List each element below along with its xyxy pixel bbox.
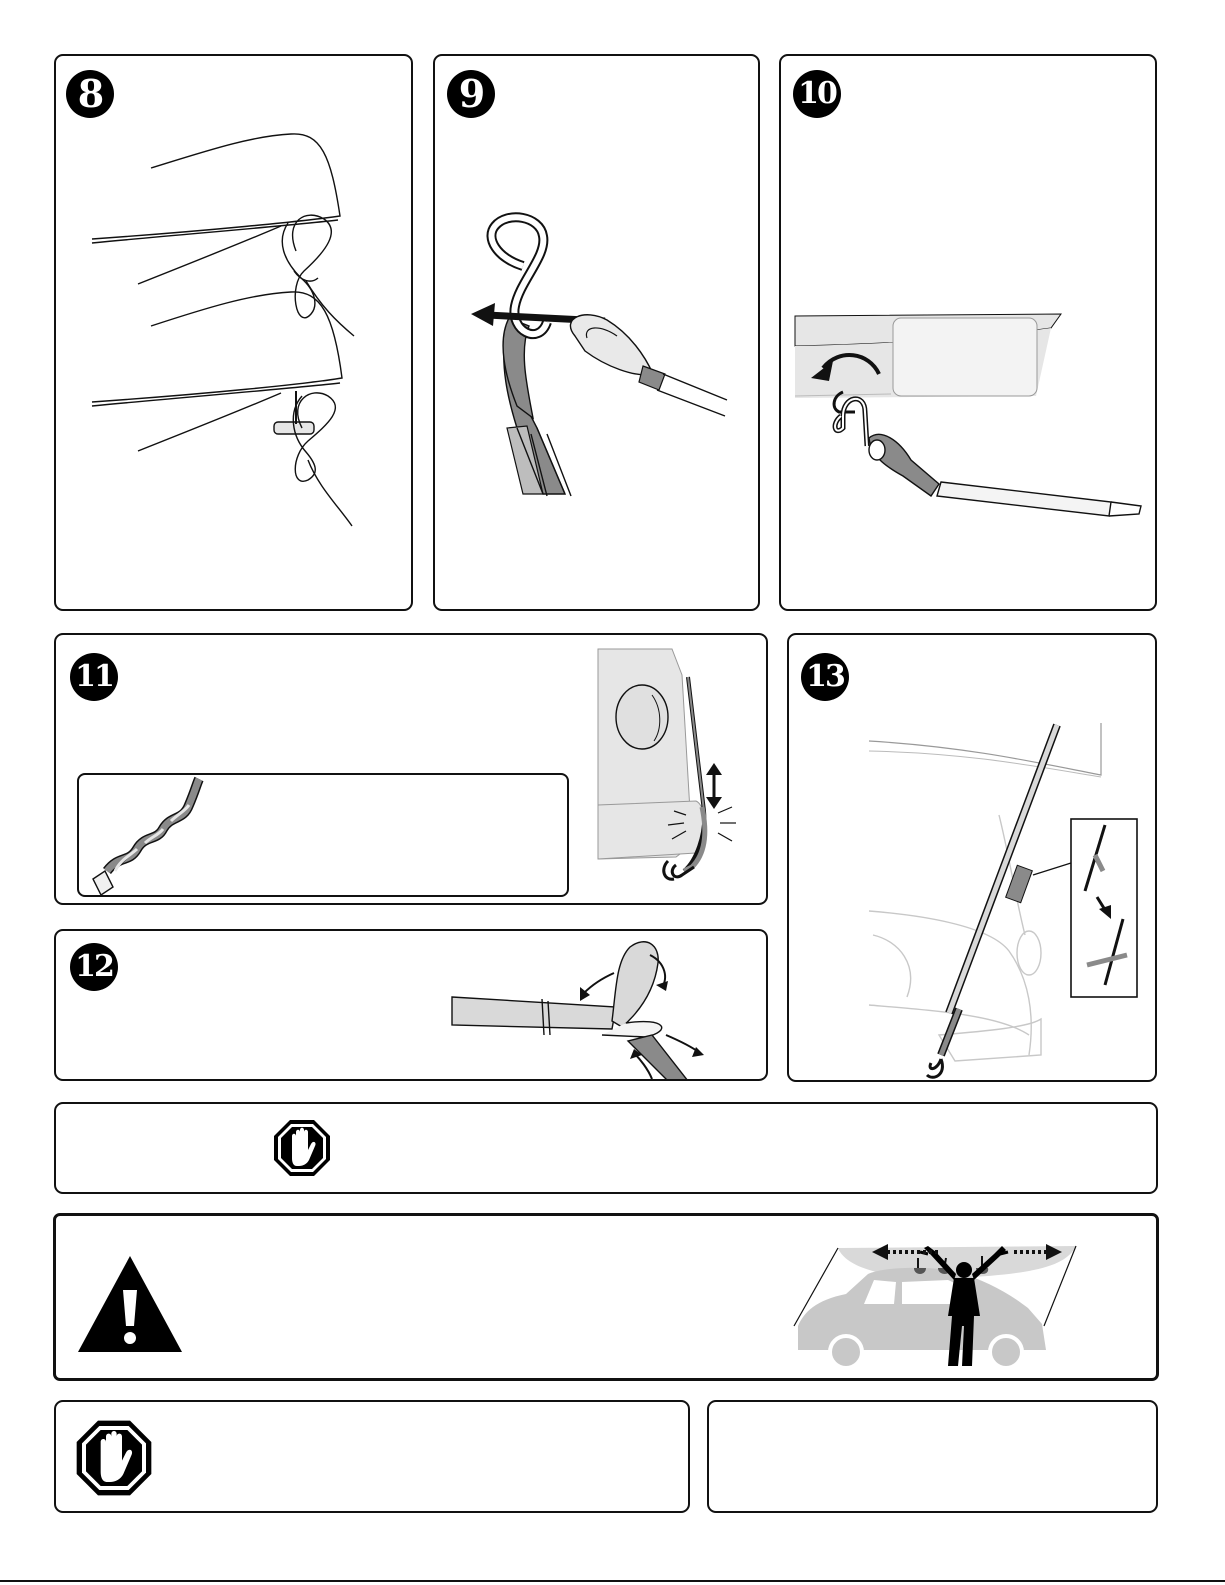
step-9-panel xyxy=(433,54,760,611)
note-panel-bottom-right xyxy=(707,1400,1158,1513)
strap-tie-off-illustration xyxy=(56,931,768,1081)
stop-panel-bottom-left xyxy=(54,1400,690,1513)
step-number-badge: 9 xyxy=(447,70,495,118)
step-number-badge: 11 xyxy=(70,653,118,701)
front-tiedown-car-illustration xyxy=(789,635,1157,1082)
stop-hand-icon xyxy=(74,1418,154,1498)
step-number-badge: 12 xyxy=(70,943,118,991)
s-hook-strap-illustration xyxy=(435,56,760,611)
stop-notice-panel xyxy=(54,1102,1158,1194)
strap-vibration-illustration xyxy=(56,635,768,905)
hook-under-bumper-illustration xyxy=(781,56,1157,611)
step-10-panel xyxy=(779,54,1157,611)
warning-panel xyxy=(53,1213,1159,1381)
stop-hand-icon xyxy=(272,1118,332,1178)
step-number-badge: 10 xyxy=(793,70,841,118)
step-number-badge: 13 xyxy=(801,653,849,701)
step-8-panel xyxy=(54,54,413,611)
step-12-panel xyxy=(54,929,768,1081)
do-not-pull-boat-illustration xyxy=(56,1216,1159,1381)
step-11-panel xyxy=(54,633,768,905)
step-number-badge: 8 xyxy=(66,70,114,118)
step-13-panel xyxy=(787,633,1157,1082)
boat-bow-knot-illustration xyxy=(56,56,413,611)
page-bottom-rule xyxy=(0,1580,1225,1582)
